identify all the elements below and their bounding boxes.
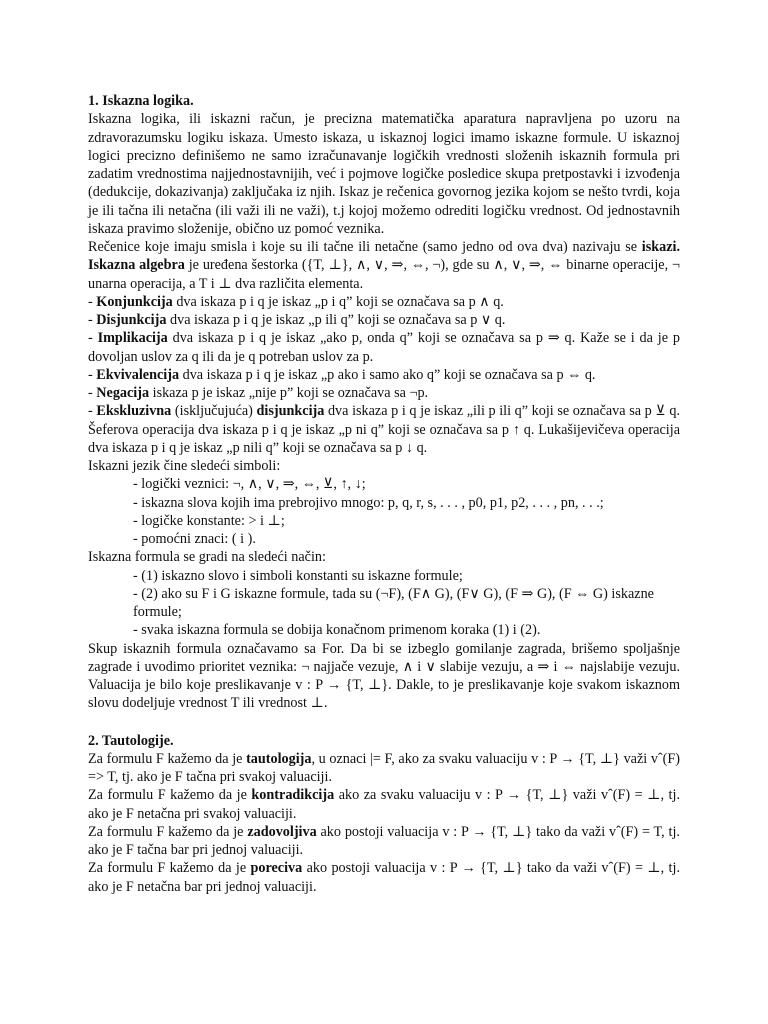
section-title-tautologije: 2. Tautologije.	[88, 732, 174, 749]
def-tautologija: Za formulu F kažemo da je tautologija, u oznaci |= F, ako za svaku valuaciju v : P → {T, ⊥} važi vˆ(F) => T, tj. ako je F tačna pri svakoj valuaciji.	[88, 750, 680, 785]
intro-paragraph: Iskazna logika, ili iskazni račun, je precizna matematička aparatura napravljena po uzoru na zdravorazumsku logiku iskaza. Umesto iskaza, u iskaznoj logici imamo iskazne formule. U iskaznoj logici precizno definišemo ne samo izračunavanje logičkih vrednosti složenih iskaznih formula pri zadatim vrednostima najjednostavnijih, već i pojmove logičke posledice skupa pretpostavki i izvođenja (dedukcije, dokazivanja) zaključaka iz njih. Iskaz je rečenica govornog jezika kojom se nešto tvrdi, koja je ili tačna ili netačna (ili važi ili ne važi), t.j kojoj možemo odrediti logičku vrednost. Od jednostavnih iskaza pravimo složenije, obično uz pomoć veznika.	[88, 111, 680, 237]
def-ekskluzivna-disjunkcija: - Ekskluzivna (isključujuća) disjunkcija dva iskaza p i q je iskaz „ili p ili q” koji se označava sa p ⊻ q. Šeferova operacija dva iskaza p i q je iskaz „p ni q” koji se označava sa p ↑ q. Lukašijevičeva operacija dva iskaza p i q je iskaz „p nili q” koji se označava sa p ↓ q.	[88, 403, 680, 456]
def-implikacija: - Implikacija dva iskaza p i q je iskaz „ako p, onda q” koji se označava sa p ⇒ q. Kaže se i da je p dovoljan uslov za q ili da je q potreban uslov za p.	[88, 330, 680, 365]
iskazna-formula-intro: Iskazna formula se gradi na sledeći način:	[88, 549, 326, 566]
document-page	[88, 92, 680, 896]
def-negacija: - Negacija iskaza p je iskaz „nije p” koji se označava sa ¬p.	[88, 385, 429, 401]
list-item: - (2) ako su F i G iskazne formule, tada su (¬F), (F∧ G), (F∨ G), (F ⇒ G), (F ⇔ G) iskazne formule;	[133, 585, 654, 620]
section-gap	[88, 713, 680, 732]
section-title-iskazna-logika: 1. Iskazna logika.	[88, 93, 194, 109]
list-item: - logički veznici: ¬, ∧, ∨, ⇒, ⇔, ⊻, ↑, ↓;	[133, 476, 366, 493]
list-item: - svaka iskazna formula se dobija konačnom primenom koraka (1) i (2).	[133, 622, 541, 639]
iskazna-algebra-paragraph: Rečenice koje imaju smisla i koje su ili tačne ili netačne (samo jedno od ova dva) nazivaju se iskazi. Iskazna algebra je uređena šestorka ({T, ⊥}, ∧, ∨, ⇒, ⇔, ¬), gde su ∧, ∨, ⇒, ⇔ binarne operacije, ¬ unarna operacija, a T i ⊥ dva različita elementa.	[88, 239, 681, 292]
iskazni-jezik-intro: Iskazni jezik čine sledeći simboli:	[88, 458, 281, 474]
list-item: - (1) iskazno slovo i simboli konstanti su iskazne formule;	[133, 567, 463, 584]
def-zadovoljiva: Za formulu F kažemo da je zadovoljiva ako postoji valuacija v : P → {T, ⊥} tako da važi vˆ(F) = T, tj. ako je F tačna bar pri jednoj valuaciji.	[88, 823, 680, 858]
def-ekvivalencija: - Ekvivalencija dva iskaza p i q je iskaz „p ako i samo ako q” koji se označava sa p ⇔ q.	[88, 366, 596, 383]
def-konjunkcija: - Konjunkcija dva iskaza p i q je iskaz „p i q” koji se označava sa p ∧ q.	[88, 293, 504, 310]
list-item: - pomoćni znaci: ( i ).	[133, 531, 256, 547]
list-item: - logičke konstante: > i ⊥;	[133, 512, 285, 529]
closing-paragraph: Skup iskaznih formula označavamo sa For. Da bi se izbeglo gomilanje zagrada, brišemo spoljašnje zagrade i uvodimo prioritet veznika: ¬ najjače vezuje, ∧ i ∨ slabije vezuju, a ⇒ i ⇔ najslabije vezuju. Valuacija je bilo koje preslikavanje v : P → {T, ⊥}. Dakle, to je preslikavanje koje svakom iskaznom slovu dodeljuje vrednost T ili vrednost ⊥.	[88, 640, 680, 712]
def-poreciva: Za formulu F kažemo da je poreciva ako postoji valuacija v : P → {T, ⊥} tako da važi vˆ(F) = ⊥, tj. ako je F netačna bar pri jednoj valuaciji.	[88, 860, 680, 895]
def-disjunkcija: - Disjunkcija dva iskaza p i q je iskaz „p ili q” koji se označava sa p ∨ q.	[88, 312, 506, 328]
list-item: - iskazna slova kojih ima prebrojivo mnogo: p, q, r, s, . . . , p0, p1, p2, . . . , pn, . . .;	[133, 494, 604, 511]
def-kontradikcija: Za formulu F kažemo da je kontradikcija ako za svaku valuaciju v : P → {T, ⊥} važi vˆ(F) = ⊥, tj. ako je F netačna pri svakoj valuaciji.	[88, 787, 680, 822]
